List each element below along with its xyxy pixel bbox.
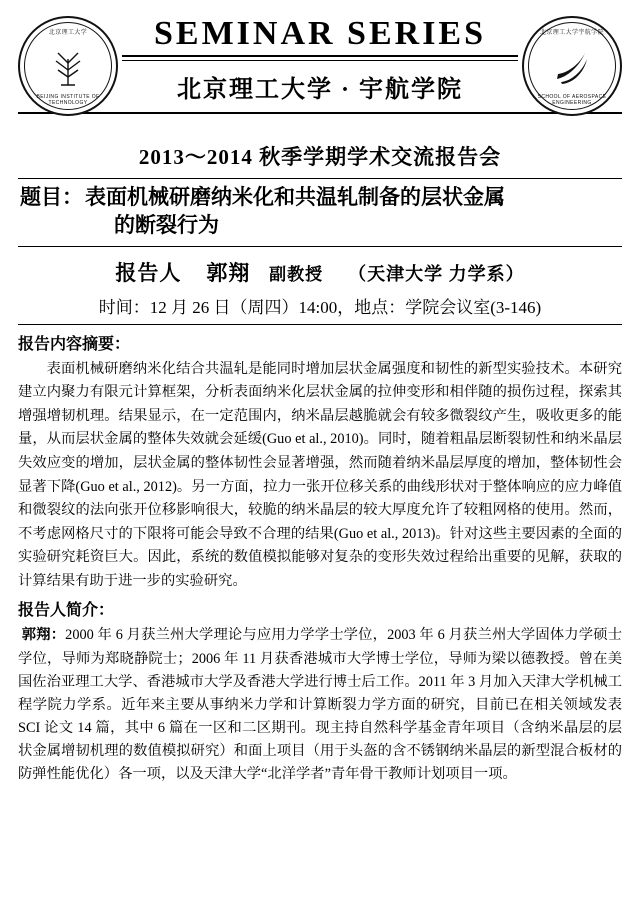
abstract-heading: 报告内容摘要： xyxy=(18,335,131,353)
tree-emblem-icon xyxy=(45,43,91,89)
seal-right-top-text: 北京理工大学宇航学院 xyxy=(539,30,604,36)
header-title-block xyxy=(122,10,518,110)
seal-left-top-text: 北京理工大学 xyxy=(48,30,88,36)
speaker-affiliation: （天津大学 力学系） xyxy=(348,263,525,284)
bio-paragraph xyxy=(18,624,622,786)
abstract-paragraph: 表面机械研磨纳米化结合共温轧是能同时增加层状金属强度和韧性的新型实验技术。本研究建立内聚力有限元计算框架，分析表面纳米化层状金属的拉伸变形和相伴随的损伤过程，探索其增强增韧机理。结果显示，在一定范围内，纳米晶层越脆就会有较多微裂纹产生，吸收更多的能量，从而层状金属的整体失效就会延缓(Guo et al., 2010)。同时，随着粗晶层断裂韧性和纳米晶层失效应变的增加，层状金属的整体韧性会显著增强，然而随着纳米晶层厚度的增加，整体韧性会显著下降(Guo et al., 2012)。另一方面，拉力一张开位移关系的曲线形状对于整体响应的应力峰值和微裂纹的法向张开位移影响很大，较脆的纳米晶层的较大厚度允许了较粗网格的使用。然而，不考虑网格尺寸的下限将可能会导致不合理的结果(Guo et al., 2013)。针对这些主要因素的全面的实验研究耗资巨大。因此，系统的数值模拟能够对复杂的变形失效过程给出重要的见解，获取的计算结果有助于进一步的实验研究。 xyxy=(18,360,622,589)
topic-text-1: 表面机械研磨纳米化和共温轧制备的层状金属 xyxy=(85,185,505,209)
header-bottom-rule xyxy=(18,112,622,114)
topic-label: 题目： xyxy=(20,185,83,209)
topic-line-1 xyxy=(18,183,622,211)
topic-box xyxy=(18,178,622,247)
seal-left-bottom-text: BEIJING INSTITUTE OF TECHNOLOGY xyxy=(36,94,100,106)
speaker-name: 郭翔 xyxy=(206,260,251,285)
organization-title: 北京理工大学 · 宇航学院 xyxy=(176,77,463,104)
semester-banner: 2013～2014 秋季学期学术交流报告会 xyxy=(138,145,502,169)
bio-text: 2000 年 6 月获兰州大学理论与应用力学学士学位，2003 年 6 月获兰州大学固体力学硕士学位，导师为郑晓静院士；2006 年 11 月获香港城市大学博士学位，导师为梁以德教授。曾在美国佐治亚理工大学、香港城市大学及香港大学进行博士后工作。2011 年 3 月加入天津大学机械工程学院力学系。近年来主要从事纳米力学和计算断裂力学方面的研究，目前已在相关领域发表 SCI 论文 14 篇，其中 6 篇在一区和二区期刊。现主持自然科学基金青年项目（含纳米晶层的层状金属增韧机理的数值模拟研究）和面上项目（用于头盔的含不锈钢纳米晶层的新型混合板材的防弹性能优化）各一项，以及天津大学“北洋学者”青年骨干教师计划项目一项。 xyxy=(18,627,622,783)
seminar-series-title: SEMINAR SERIES xyxy=(153,15,487,52)
university-seal-left xyxy=(18,16,118,116)
school-seal-right xyxy=(522,16,622,116)
seal-right-bottom-text: SCHOOL OF AEROSPACE ENGINEERING xyxy=(537,94,607,106)
bio-lead-name: 郭翔： xyxy=(21,627,66,644)
speaker-line xyxy=(18,247,622,291)
speaker-role: 副教授 xyxy=(269,264,324,284)
schedule-line: 时间：12 月 26 日（周四）14:00，地点：学院会议室(3-146) xyxy=(98,297,542,317)
schedule-divider-rule xyxy=(18,324,622,325)
speaker-prefix: 报告人 xyxy=(115,260,182,285)
bio-heading: 报告人简介： xyxy=(18,602,115,620)
rocket-emblem-icon xyxy=(549,43,595,89)
topic-line-2: 的断裂行为 xyxy=(114,213,219,238)
poster-header xyxy=(18,10,622,132)
